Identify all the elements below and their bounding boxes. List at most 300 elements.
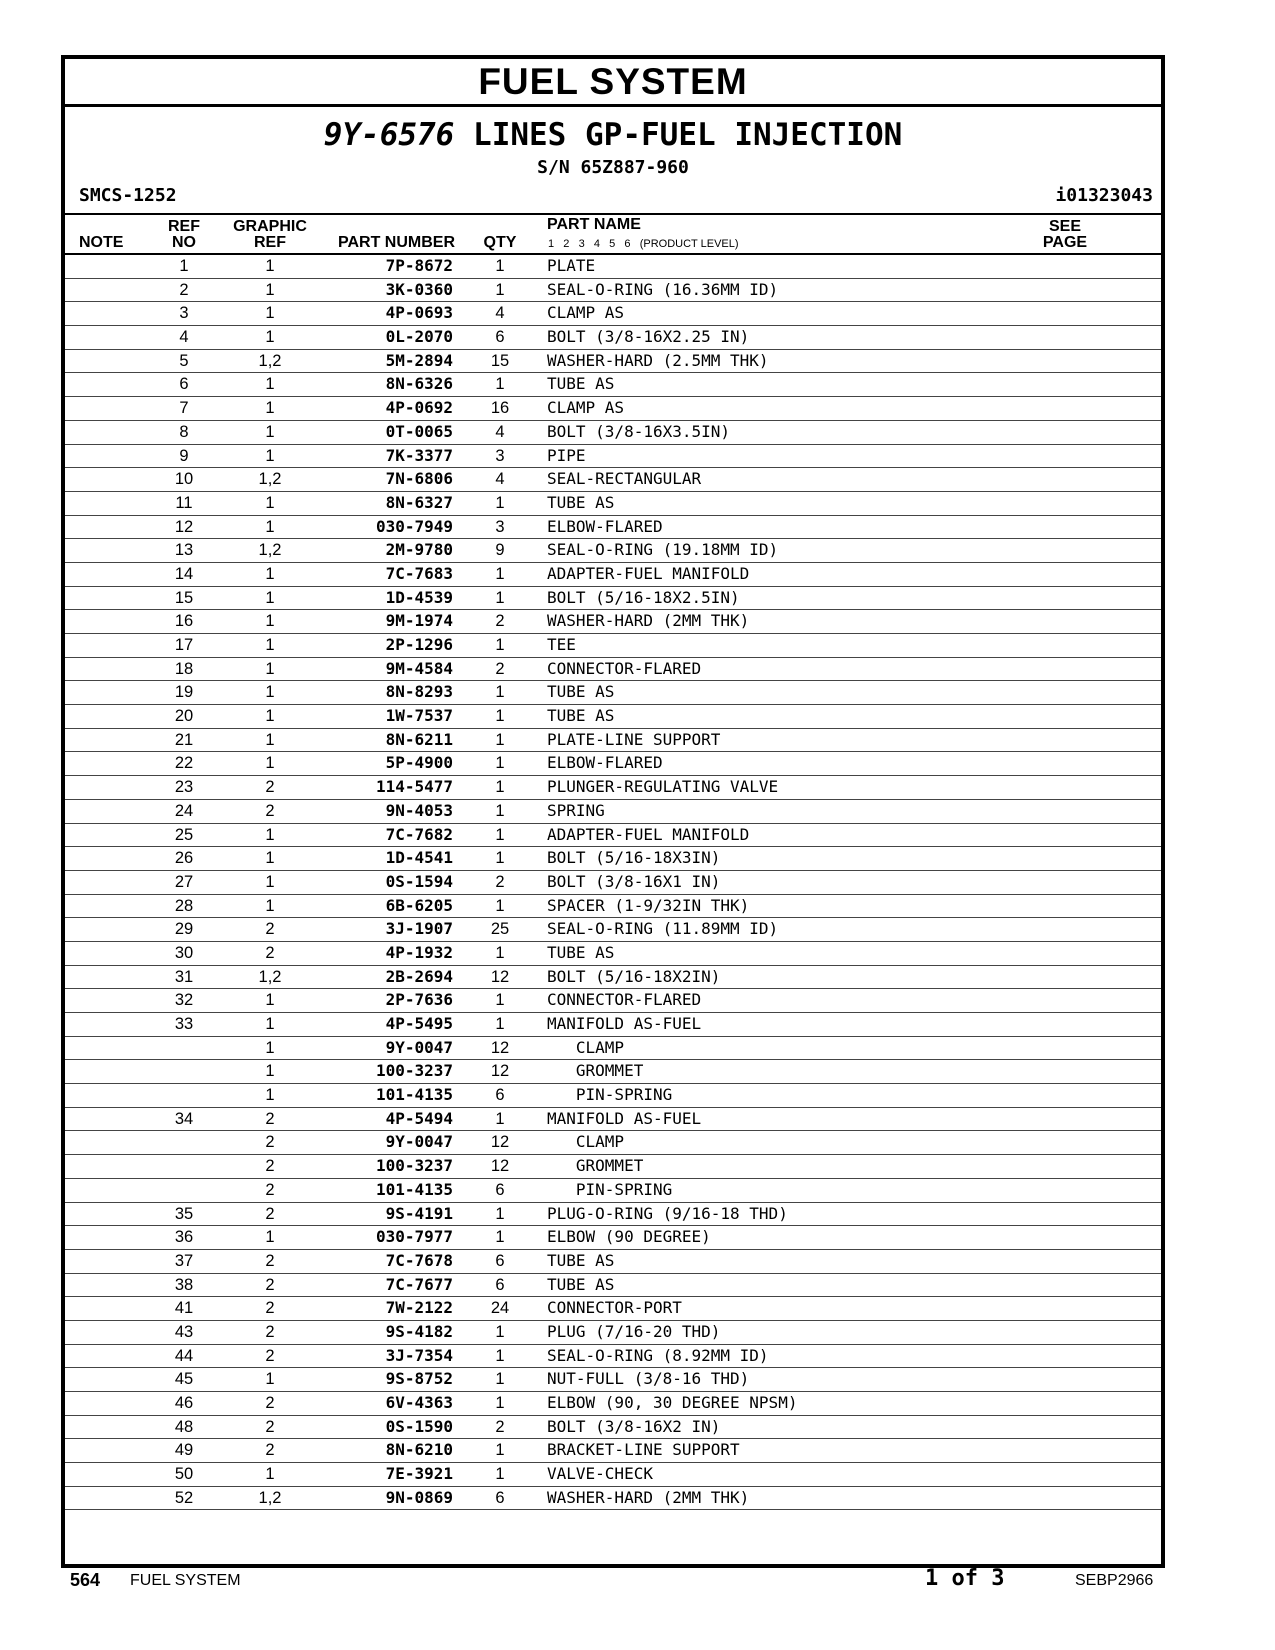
qty-cell: 1 <box>495 991 505 1010</box>
group-header <box>65 107 1161 213</box>
part-number-cell: 4P-5494 <box>385 1108 453 1128</box>
part-number-cell: 3K-0360 <box>385 279 453 299</box>
ref-no-cell: 1 <box>179 257 189 275</box>
part-name-cell: BOLT (5/16-18X3IN) <box>547 848 721 868</box>
part-name-cell: PIPE <box>547 445 586 465</box>
table-row <box>65 800 1161 824</box>
page-number: 564 <box>70 1570 101 1590</box>
part-number-cell: 3J-7354 <box>385 1345 453 1365</box>
qty-cell: 1 <box>495 754 505 773</box>
part-number-cell: 9Y-0047 <box>385 1132 453 1152</box>
qty-cell: 25 <box>490 920 510 939</box>
graphic-ref-cell: 2 <box>265 1157 275 1176</box>
table-row <box>65 752 1161 776</box>
ref-no-cell: 5 <box>179 351 189 370</box>
ref-no-cell: 44 <box>174 1346 194 1365</box>
table-row <box>65 1392 1161 1416</box>
part-number-cell: 101-4135 <box>375 1179 453 1199</box>
ref-no-cell: 38 <box>174 1275 194 1294</box>
part-number-cell: 7W-2122 <box>385 1298 453 1318</box>
qty-cell: 16 <box>490 399 510 418</box>
col-part-name: PART NAME <box>547 216 641 233</box>
table-row <box>65 1013 1161 1037</box>
qty-cell: 1 <box>495 707 505 726</box>
part-number-cell: 0L-2070 <box>385 327 453 347</box>
part-number-cell: 4P-0692 <box>385 398 453 418</box>
ref-no-cell: 26 <box>174 849 194 868</box>
ref-no-cell: 35 <box>174 1204 194 1223</box>
part-number-cell: 0T-0065 <box>385 421 453 441</box>
graphic-ref-cell: 1 <box>265 1370 275 1389</box>
graphic-ref-cell: 1 <box>265 636 275 654</box>
part-name-cell: SEAL-O-RING (19.18MM ID) <box>547 540 779 560</box>
table-row <box>65 1250 1161 1274</box>
table-row <box>65 895 1161 919</box>
qty-cell: 1 <box>495 730 505 749</box>
part-number-cell: 3J-1907 <box>385 919 453 939</box>
part-number-cell: 9N-4053 <box>385 800 453 820</box>
part-number-cell: 6B-6205 <box>385 895 453 915</box>
col-see-1: SEE <box>1048 218 1081 235</box>
table-row <box>65 918 1161 942</box>
ref-no-cell: 22 <box>174 754 194 773</box>
ref-no-cell: 4 <box>179 328 189 347</box>
table-row <box>65 492 1161 516</box>
table-row <box>65 776 1161 800</box>
part-number-cell: 030-7949 <box>375 516 453 536</box>
qty-cell: 12 <box>490 1157 510 1176</box>
part-name-cell: GROMMET <box>547 1156 644 1176</box>
qty-cell: 24 <box>490 1299 510 1318</box>
document-id: SEBP2966 <box>1075 1572 1154 1589</box>
graphic-ref-cell: 1 <box>265 399 275 418</box>
part-number-cell: 100-3237 <box>375 1156 453 1176</box>
part-name-cell: PIN-SPRING <box>547 1085 673 1105</box>
table-row <box>65 302 1161 326</box>
part-number-cell: 7C-7677 <box>385 1274 453 1294</box>
ref-no-cell: 3 <box>179 304 189 323</box>
ref-no-cell: 17 <box>174 636 194 654</box>
part-number-cell: 114-5477 <box>375 777 453 797</box>
part-name-cell: WASHER-HARD (2MM THK) <box>547 611 750 631</box>
table-row <box>65 1179 1161 1203</box>
footer-section: FUEL SYSTEM <box>130 1572 241 1589</box>
part-name-cell: PLUG-O-RING (9/16-18 THD) <box>547 1203 788 1223</box>
ref-no-cell: 41 <box>174 1299 194 1318</box>
group-name: LINES GP-FUEL INJECTION <box>473 117 903 153</box>
ref-no-cell: 36 <box>174 1228 194 1247</box>
col-note: NOTE <box>79 234 124 251</box>
qty-cell: 12 <box>490 1062 510 1081</box>
graphic-ref-cell: 2 <box>265 1251 275 1270</box>
ref-no-cell: 37 <box>174 1251 194 1270</box>
part-number-cell: 2B-2694 <box>385 966 453 986</box>
col-ref-1: REF <box>168 218 200 235</box>
ref-no-cell: 24 <box>174 801 194 820</box>
qty-cell: 2 <box>495 659 505 678</box>
graphic-ref-cell: 1,2 <box>258 967 282 986</box>
part-name-cell: SPRING <box>547 800 605 820</box>
ref-no-cell: 28 <box>174 896 194 915</box>
part-name-cell: PLUNGER-REGULATING VALVE <box>547 777 779 797</box>
ref-no-cell: 8 <box>179 422 189 441</box>
qty-cell: 1 <box>495 896 505 915</box>
qty-cell: 1 <box>495 257 505 275</box>
qty-cell: 1 <box>495 1015 505 1033</box>
graphic-ref-cell: 1 <box>265 1015 275 1033</box>
qty-cell: 2 <box>495 612 505 631</box>
qty-cell: 1 <box>495 280 505 299</box>
table-row <box>65 255 1161 279</box>
qty-cell: 4 <box>495 470 505 489</box>
ref-no-cell: 6 <box>179 375 189 394</box>
ref-no-cell: 7 <box>179 399 189 418</box>
table-row <box>65 397 1161 421</box>
part-number-cell: 4P-0693 <box>385 303 453 323</box>
group-title <box>65 117 1161 153</box>
qty-cell: 1 <box>495 1322 505 1341</box>
page-of-total: 1 of 3 <box>925 1566 1005 1591</box>
part-name-cell: CLAMP <box>547 1132 625 1152</box>
graphic-ref-cell: 1 <box>265 825 275 844</box>
table-row <box>65 1487 1161 1511</box>
graphic-ref-cell: 2 <box>265 1180 275 1199</box>
qty-cell: 1 <box>495 1465 505 1484</box>
part-name-cell: GROMMET <box>547 1061 644 1081</box>
ref-no-cell: 2 <box>179 280 189 299</box>
qty-cell: 1 <box>495 849 505 868</box>
qty-cell: 1 <box>495 801 505 820</box>
part-number-cell: 0S-1590 <box>385 1416 453 1436</box>
ref-no-cell: 25 <box>174 825 194 844</box>
part-name-cell: CONNECTOR-PORT <box>547 1298 682 1318</box>
part-name-cell: WASHER-HARD (2MM THK) <box>547 1487 750 1507</box>
col-see-2: PAGE <box>1042 234 1088 251</box>
qty-cell: 1 <box>495 1204 505 1223</box>
part-number-cell: 5M-2894 <box>385 350 453 370</box>
qty-cell: 2 <box>495 872 505 891</box>
part-number-cell: 7P-8672 <box>385 256 453 275</box>
part-name-cell: MANIFOLD AS-FUEL <box>547 1108 702 1128</box>
graphic-ref-cell: 2 <box>265 778 275 797</box>
part-name-cell: BOLT (3/8-16X2 IN) <box>547 1416 721 1436</box>
part-number-cell: 7C-7683 <box>385 563 453 583</box>
table-row <box>65 1368 1161 1392</box>
table-row <box>65 847 1161 871</box>
table-row <box>65 1463 1161 1487</box>
part-number-cell: 9N-0869 <box>385 1487 453 1507</box>
ref-no-cell: 33 <box>174 1015 194 1033</box>
table-row <box>65 824 1161 848</box>
graphic-ref-cell: 2 <box>265 1417 275 1436</box>
part-number-cell: 030-7977 <box>375 1227 453 1247</box>
table-row <box>65 1108 1161 1132</box>
qty-cell: 6 <box>495 1275 505 1294</box>
part-name-cell: PLATE-LINE SUPPORT <box>547 729 721 749</box>
part-name-cell: VALVE-CHECK <box>547 1464 653 1484</box>
qty-cell: 3 <box>495 446 505 465</box>
part-number-cell: 4P-1932 <box>385 942 453 962</box>
part-number-cell: 8N-6211 <box>385 729 453 749</box>
graphic-ref-cell: 1 <box>265 1062 275 1081</box>
part-number-cell: 0S-1594 <box>385 871 453 891</box>
graphic-ref-cell: 1 <box>265 1038 275 1057</box>
part-name-cell: PLATE <box>547 256 596 275</box>
qty-cell: 6 <box>495 328 505 347</box>
part-number-cell: 9Y-0047 <box>385 1037 453 1057</box>
graphic-ref-cell: 2 <box>265 920 275 939</box>
ref-no-cell: 32 <box>174 991 194 1010</box>
part-name-cell: CONNECTOR-FLARED <box>547 990 702 1010</box>
ref-no-cell: 43 <box>174 1322 194 1341</box>
table-row <box>65 1416 1161 1440</box>
part-name-cell: ELBOW-FLARED <box>547 753 663 773</box>
ref-no-cell: 10 <box>174 470 194 489</box>
parts-page-frame <box>61 55 1165 1568</box>
graphic-ref-cell: 1 <box>265 872 275 891</box>
ref-no-cell: 23 <box>174 778 194 797</box>
part-number-cell: 7E-3921 <box>385 1464 453 1484</box>
part-name-cell: TUBE AS <box>547 706 615 726</box>
part-number-cell: 7K-3377 <box>385 445 453 465</box>
qty-cell: 4 <box>495 422 505 441</box>
col-graphic-1: GRAPHIC <box>233 218 307 235</box>
part-name-cell: SEAL-O-RING (11.89MM ID) <box>547 919 779 939</box>
qty-cell: 1 <box>495 588 505 607</box>
ref-no-cell: 21 <box>174 730 194 749</box>
ref-no-cell: 49 <box>174 1441 194 1460</box>
part-number-cell: 7C-7682 <box>385 824 453 844</box>
part-name-cell: TUBE AS <box>547 1250 615 1270</box>
table-row <box>65 729 1161 753</box>
graphic-ref-cell: 2 <box>265 1204 275 1223</box>
ref-no-cell: 30 <box>174 943 194 962</box>
part-name-cell: BOLT (3/8-16X2.25 IN) <box>547 327 750 347</box>
ref-no-cell: 15 <box>174 588 194 607</box>
qty-cell: 1 <box>495 1228 505 1247</box>
part-name-cell: TUBE AS <box>547 492 615 512</box>
page-footer <box>0 1566 1275 1606</box>
part-name-cell: BOLT (5/16-18X2IN) <box>547 966 721 986</box>
part-name-cell: SEAL-O-RING (8.92MM ID) <box>547 1345 769 1365</box>
col-ref-2: NO <box>172 234 196 251</box>
qty-cell: 1 <box>495 1346 505 1365</box>
graphic-ref-cell: 1 <box>265 1228 275 1247</box>
part-name-cell: MANIFOLD AS-FUEL <box>547 1014 702 1033</box>
part-number-cell: 7N-6806 <box>385 469 453 489</box>
part-name-cell: TUBE AS <box>547 374 615 394</box>
part-number-cell: 9S-4191 <box>385 1203 453 1223</box>
part-number-cell: 1W-7537 <box>385 706 453 726</box>
part-name-cell: BRACKET-LINE SUPPORT <box>547 1440 740 1460</box>
part-name-cell: ADAPTER-FUEL MANIFOLD <box>547 563 750 583</box>
part-number-cell: 9S-4182 <box>385 1321 453 1341</box>
graphic-ref-cell: 2 <box>265 1322 275 1341</box>
part-number-cell: 8N-8293 <box>385 682 453 702</box>
ref-no-cell: 52 <box>174 1488 194 1507</box>
ref-no-cell: 27 <box>174 872 194 891</box>
graphic-ref-cell: 2 <box>265 1441 275 1460</box>
qty-cell: 1 <box>495 943 505 962</box>
qty-cell: 6 <box>495 1488 505 1507</box>
qty-cell: 2 <box>495 1417 505 1436</box>
part-name-cell: CLAMP AS <box>547 303 625 323</box>
qty-cell: 1 <box>495 778 505 797</box>
table-row <box>65 1155 1161 1179</box>
table-row <box>65 516 1161 540</box>
serial-number-range: S/N 65Z887-960 <box>537 157 689 178</box>
part-number-cell: 2P-1296 <box>385 635 453 654</box>
table-row <box>65 1131 1161 1155</box>
graphic-ref-cell: 1 <box>265 375 275 394</box>
ref-no-cell: 19 <box>174 683 194 702</box>
table-row <box>65 966 1161 990</box>
part-name-cell: CLAMP <box>547 1037 625 1057</box>
ref-no-cell: 45 <box>174 1370 194 1389</box>
graphic-ref-cell: 1 <box>265 446 275 465</box>
qty-cell: 1 <box>495 636 505 654</box>
part-name-cell: ELBOW (90 DEGREE) <box>547 1227 711 1247</box>
table-row <box>65 1226 1161 1250</box>
qty-cell: 9 <box>495 541 505 560</box>
graphic-ref-cell: 2 <box>265 943 275 962</box>
graphic-ref-cell: 2 <box>265 1133 275 1152</box>
part-name-cell: TUBE AS <box>547 942 615 962</box>
qty-cell: 4 <box>495 304 505 323</box>
qty-cell: 1 <box>495 683 505 702</box>
graphic-ref-cell: 2 <box>265 1346 275 1365</box>
part-name-cell: CLAMP AS <box>547 398 625 418</box>
qty-cell: 1 <box>495 564 505 583</box>
qty-cell: 1 <box>495 375 505 394</box>
part-name-cell: BOLT (5/16-18X2.5IN) <box>547 587 740 607</box>
graphic-ref-cell: 1 <box>265 707 275 726</box>
col-part-number: PART NUMBER <box>337 234 455 251</box>
qty-cell: 12 <box>490 1038 510 1057</box>
qty-cell: 15 <box>490 351 510 370</box>
qty-cell: 1 <box>495 1109 505 1128</box>
part-name-cell: PLUG (7/16-20 THD) <box>547 1321 721 1341</box>
graphic-ref-cell: 1 <box>265 257 275 275</box>
table-row <box>65 1203 1161 1227</box>
part-name-cell: NUT-FULL (3/8-16 THD) <box>547 1369 750 1389</box>
col-graphic-2: REF <box>254 234 286 251</box>
qty-cell: 3 <box>495 517 505 536</box>
section-title: FUEL SYSTEM <box>65 59 1161 107</box>
graphic-ref-cell: 1 <box>265 422 275 441</box>
part-name-cell: SPACER (1-9/32IN THK) <box>547 895 750 915</box>
table-row <box>65 634 1161 658</box>
graphic-ref-cell: 1 <box>265 991 275 1010</box>
qty-cell: 6 <box>495 1086 505 1105</box>
table-row <box>65 610 1161 634</box>
ref-no-cell: 9 <box>179 446 189 465</box>
ref-no-cell: 46 <box>174 1394 194 1412</box>
graphic-ref-cell: 2 <box>265 1275 275 1294</box>
smcs-code: SMCS-1252 <box>79 185 177 206</box>
graphic-ref-cell: 1,2 <box>258 541 282 560</box>
part-number-cell: 5P-4900 <box>385 753 453 773</box>
part-number-cell: 101-4135 <box>375 1085 453 1105</box>
ref-no-cell: 48 <box>174 1417 194 1436</box>
table-row <box>65 350 1161 374</box>
table-row <box>65 1274 1161 1298</box>
part-name-cell: ADAPTER-FUEL MANIFOLD <box>547 824 750 844</box>
graphic-ref-cell: 1 <box>265 493 275 512</box>
table-row <box>65 681 1161 705</box>
part-name-cell: BOLT (3/8-16X3.5IN) <box>547 421 731 441</box>
part-number-cell: 4P-5495 <box>385 1014 453 1033</box>
part-number-cell: 8N-6326 <box>385 374 453 394</box>
table-row <box>65 1439 1161 1463</box>
qty-cell: 6 <box>495 1251 505 1270</box>
ref-no-cell: 31 <box>174 967 194 986</box>
table-row <box>65 539 1161 563</box>
graphic-ref-cell: 1 <box>265 304 275 323</box>
ref-no-cell: 50 <box>174 1465 194 1484</box>
graphic-ref-cell: 1 <box>265 683 275 702</box>
parts-table-body <box>65 255 1161 1510</box>
table-row <box>65 871 1161 895</box>
table-row <box>65 1060 1161 1084</box>
col-product-levels: 1 2 3 4 5 6 (PRODUCT LEVEL) <box>548 238 739 250</box>
graphic-ref-cell: 1 <box>265 849 275 868</box>
ref-no-cell: 29 <box>174 920 194 939</box>
table-row <box>65 1084 1161 1108</box>
ref-no-cell: 14 <box>174 564 194 583</box>
ref-no-cell: 34 <box>174 1109 194 1128</box>
graphic-ref-cell: 2 <box>265 801 275 820</box>
table-row <box>65 1321 1161 1345</box>
graphic-ref-cell: 1 <box>265 564 275 583</box>
part-number-cell: 9M-4584 <box>385 658 453 678</box>
graphic-ref-cell: 1 <box>265 659 275 678</box>
part-name-cell: SEAL-O-RING (16.36MM ID) <box>547 279 779 299</box>
part-name-cell: TUBE AS <box>547 682 615 702</box>
part-number-cell: 7C-7678 <box>385 1250 453 1270</box>
graphic-ref-cell: 1 <box>265 612 275 631</box>
table-row <box>65 1037 1161 1061</box>
part-number-cell: 6V-4363 <box>385 1393 453 1412</box>
part-number-cell: 9M-1974 <box>385 611 453 631</box>
qty-cell: 1 <box>495 1370 505 1389</box>
graphic-ref-cell: 1 <box>265 588 275 607</box>
part-number-cell: 2P-7636 <box>385 990 453 1010</box>
table-row <box>65 1345 1161 1369</box>
illustration-id: i01323043 <box>1055 185 1153 206</box>
graphic-ref-cell: 1,2 <box>258 1488 282 1507</box>
graphic-ref-cell: 2 <box>265 1109 275 1128</box>
part-number-cell: 1D-4539 <box>385 587 453 607</box>
table-row <box>65 942 1161 966</box>
table-row <box>65 279 1161 303</box>
table-row <box>65 563 1161 587</box>
graphic-ref-cell: 1 <box>265 730 275 749</box>
part-name-cell: TUBE AS <box>547 1274 615 1294</box>
qty-cell: 1 <box>495 493 505 512</box>
part-name-cell: BOLT (3/8-16X1 IN) <box>547 871 721 891</box>
ref-no-cell: 11 <box>175 493 193 512</box>
graphic-ref-cell: 1 <box>265 1086 275 1105</box>
col-qty: QTY <box>483 234 517 251</box>
part-number-cell: 1D-4541 <box>385 848 453 868</box>
table-row <box>65 587 1161 611</box>
table-row <box>65 705 1161 729</box>
group-number: 9Y-6576 <box>323 117 455 153</box>
qty-cell: 1 <box>495 1394 505 1412</box>
part-number-cell: 100-3237 <box>375 1061 453 1081</box>
ref-no-cell: 12 <box>174 517 194 536</box>
